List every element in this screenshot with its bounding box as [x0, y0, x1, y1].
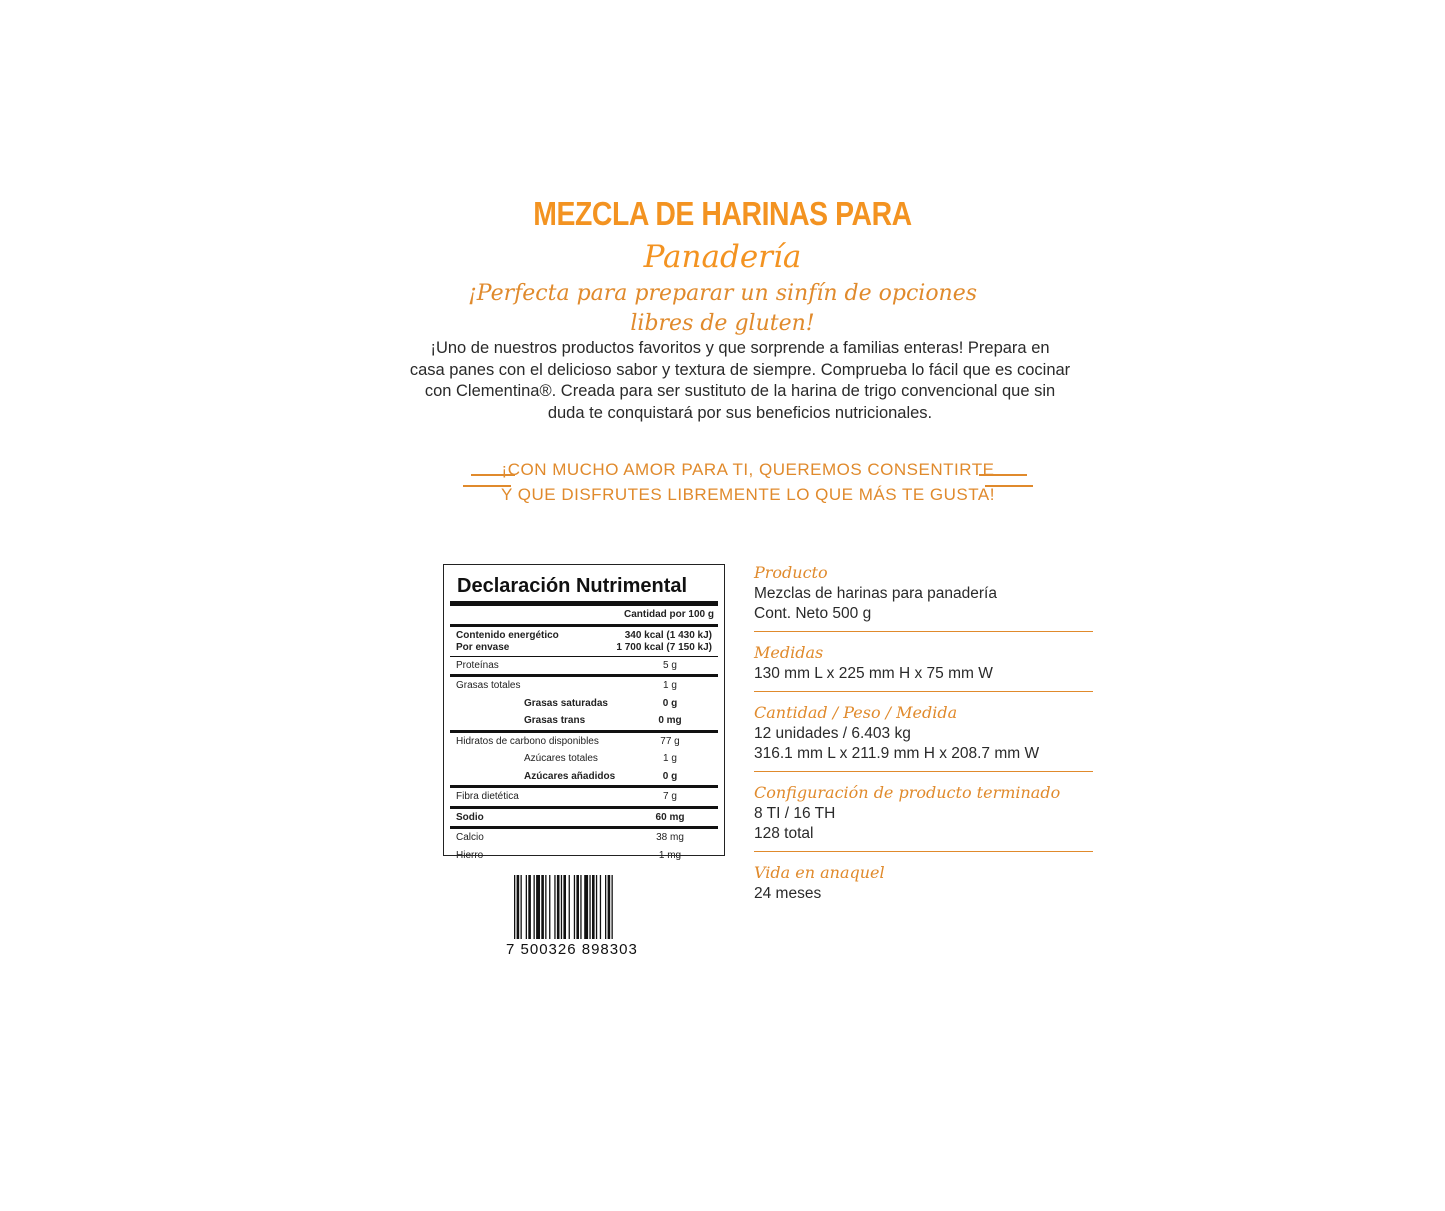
- nutrient-value: 0 g: [662, 770, 678, 782]
- nutrient-value: 38 mg: [656, 832, 684, 843]
- tagline-line-1: ¡Perfecta para preparar un sinfín de opciones: [467, 281, 978, 306]
- per-package-value: 1 700 kcal (7 150 kJ): [616, 641, 712, 653]
- product-description: [390, 338, 1090, 424]
- nutrient-value: 60 mg: [655, 811, 685, 823]
- nutrient-label: Azúcares añadidos: [524, 770, 616, 782]
- barcode-bar: [592, 875, 595, 939]
- barcode-bar: [541, 875, 544, 939]
- product-title: MEZCLA DE HARINAS PARA: [533, 195, 912, 232]
- nutrient-label: Sodio: [456, 811, 484, 823]
- spec-configuration: [754, 782, 1093, 852]
- description-line: duda te conquistará por sus beneficios nutricionales.: [547, 403, 933, 422]
- description-line: ¡Uno de nuestros productos favoritos y que sorprende a familias enteras! Prepara en: [430, 339, 1050, 357]
- nutrient-value: 1 g: [663, 753, 677, 764]
- spec-value: 12 unidades / 6.403 kg: [754, 725, 911, 742]
- energy-row: [450, 627, 718, 656]
- nutrition-per-label-row: [450, 606, 718, 624]
- barcode-bar: [580, 875, 581, 939]
- barcode-bar: [545, 875, 546, 939]
- spec-dimensions: [754, 642, 1093, 692]
- barcode-bar: [549, 875, 550, 939]
- nutrition-title: Declaración Nutrimental: [457, 575, 688, 597]
- barcode-bar: [576, 875, 579, 939]
- nutrient-value: 7 g: [663, 791, 677, 802]
- nutrient-value: 0 mg: [658, 715, 682, 726]
- nutrition-facts-table: [443, 564, 725, 861]
- nutrition-row: [450, 829, 718, 847]
- barcode-bar: [521, 875, 522, 939]
- love-banner: [463, 456, 1033, 510]
- barcode-bar: [584, 875, 588, 939]
- nutrition-row: [450, 788, 718, 806]
- nutrient-label: Hidratos de carbono disponibles: [456, 735, 599, 747]
- barcode-bar: [517, 875, 520, 939]
- spec-value: Cont. Neto 500 g: [754, 605, 872, 622]
- nutrient-value: 77 g: [660, 735, 680, 747]
- barcode-bar: [596, 875, 597, 939]
- nutrient-label: Hierro: [456, 849, 484, 861]
- barcode-bar: [608, 875, 611, 939]
- nutrition-row: [450, 657, 718, 675]
- per-label: Cantidad por 100 g: [623, 609, 714, 620]
- nutrition-row: [450, 768, 718, 786]
- description-line: con Clementina®. Creada para ser sustituto de la harina de trigo convencional que sin: [424, 382, 1056, 400]
- barcode-bar: [612, 875, 613, 939]
- spec-shelf-life: [754, 862, 1093, 911]
- spec-heading: Cantidad / Peso / Medida: [754, 703, 958, 722]
- nutrient-value: 5 g: [663, 659, 677, 671]
- barcode-bar: [574, 875, 575, 939]
- barcode-bar: [554, 875, 555, 939]
- nutrient-value: 1 g: [663, 680, 677, 691]
- nutrient-label: Calcio: [456, 832, 484, 843]
- spec-heading: Vida en anaquel: [754, 863, 885, 882]
- barcode-number: 7 500326 898303: [506, 941, 638, 958]
- nutrient-label: Grasas totales: [456, 680, 521, 691]
- description-line: casa panes con el delicioso sabor y textura de siempre. Comprueba lo fácil que es cocinar: [409, 360, 1071, 379]
- spec-heading: Producto: [754, 563, 828, 582]
- barcode-bar: [526, 875, 527, 939]
- spec-value: 130 mm L x 225 mm H x 75 mm W: [754, 665, 993, 682]
- nutrient-value: 1 mg: [658, 849, 682, 861]
- barcode-bar: [557, 875, 560, 939]
- barcode-bar: [563, 875, 566, 939]
- barcode-bar: [589, 875, 590, 939]
- nutrient-value: 0 g: [662, 697, 678, 709]
- energy-value: 340 kcal (1 430 kJ): [624, 629, 712, 641]
- nutrition-row: [450, 733, 718, 751]
- nutrition-row: [450, 695, 718, 713]
- barcode-bar: [536, 875, 540, 939]
- per-package-label: Por envase: [456, 641, 510, 653]
- barcode-bar: [569, 875, 570, 939]
- banner-line-2: Y QUE DISFRUTES LIBREMENTE LO QUE MÁS TE GUSTA!: [501, 485, 995, 504]
- barcode-bar: [600, 875, 601, 939]
- barcode: [506, 875, 662, 965]
- nutrition-row: [450, 712, 718, 730]
- spec-value: 8 TI / 16 TH: [754, 805, 836, 822]
- spec-heading: Configuración de producto terminado: [754, 783, 1061, 802]
- nutrient-label: Azúcares totales: [524, 753, 598, 764]
- barcode-bar: [561, 875, 562, 939]
- barcode-bar: [514, 875, 515, 939]
- barcode-bar: [605, 875, 606, 939]
- spec-value: 128 total: [754, 825, 814, 842]
- nutrition-row: [450, 809, 718, 827]
- spec-value: 316.1 mm L x 211.9 mm H x 208.7 mm W: [754, 745, 1040, 762]
- barcode-bar: [528, 875, 531, 939]
- tagline-line-2: libres de gluten!: [630, 311, 815, 336]
- energy-label: Contenido energético: [456, 629, 559, 641]
- spec-quantity: [754, 702, 1093, 772]
- spec-product: [754, 562, 1093, 632]
- spec-value: Mezclas de harinas para panadería: [754, 585, 997, 602]
- nutrient-label: Fibra dietética: [456, 791, 519, 802]
- nutrient-label: Proteínas: [456, 659, 499, 671]
- barcode-bars: [512, 875, 662, 939]
- barcode-bar: [534, 875, 535, 939]
- product-subtitle: Panadería: [643, 239, 802, 275]
- title-block: [0, 193, 1445, 339]
- nutrition-row: [450, 750, 718, 768]
- spec-value: 24 meses: [754, 885, 822, 902]
- product-specs: [754, 562, 1093, 921]
- nutrient-label: Grasas saturadas: [524, 697, 608, 709]
- nutrient-label: Grasas trans: [524, 715, 586, 726]
- banner-line-1: ¡CON MUCHO AMOR PARA TI, QUEREMOS CONSENTIRTE: [501, 460, 995, 479]
- nutrition-row: [450, 847, 718, 865]
- nutrition-row: [450, 677, 718, 695]
- spec-heading: Medidas: [754, 643, 824, 662]
